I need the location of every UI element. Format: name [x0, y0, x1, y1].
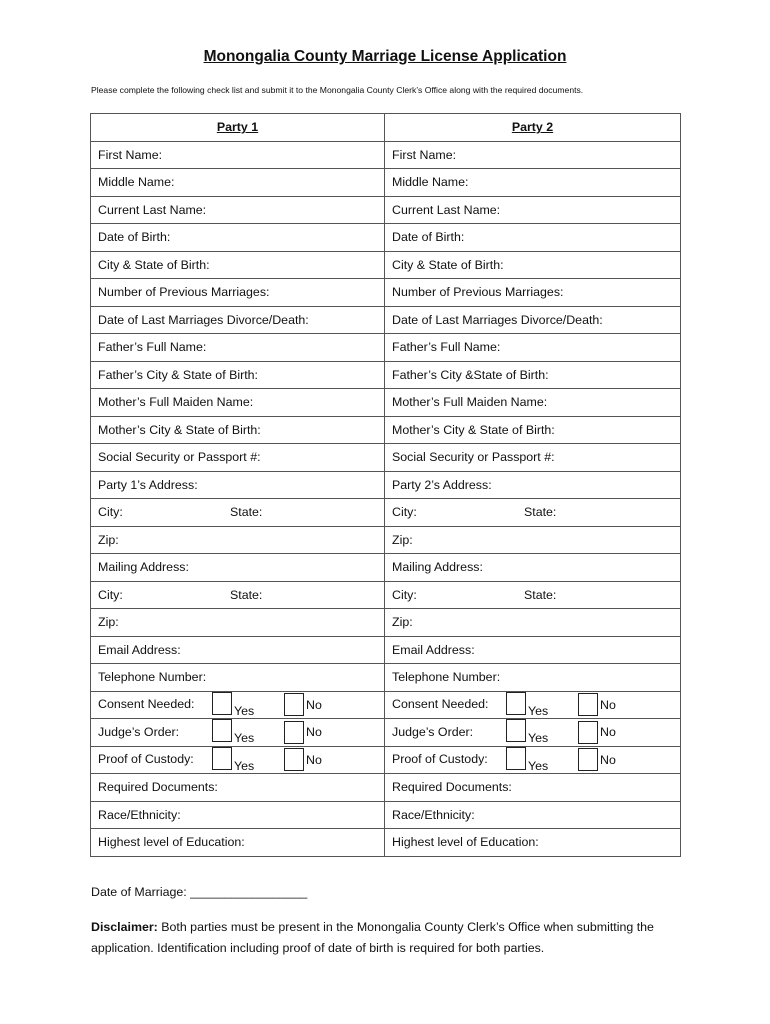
- party1-mother-birthplace-field[interactable]: Mother’s City & State of Birth:: [91, 416, 385, 444]
- party1-state-label: State:: [230, 505, 263, 520]
- party1-consent-no-checkbox[interactable]: [284, 693, 304, 716]
- party2-father-birthplace-field[interactable]: Father’s City &State of Birth:: [385, 361, 681, 389]
- party2-consent-label: Consent Needed:: [392, 697, 489, 712]
- party2-city-state-field[interactable]: [385, 499, 681, 527]
- party2-mailing-city-state-field[interactable]: [385, 581, 681, 609]
- party1-education-field[interactable]: Highest level of Education:: [91, 829, 385, 857]
- party2-middle-name-field[interactable]: Middle Name:: [385, 169, 681, 197]
- party1-last-name-field[interactable]: Current Last Name:: [91, 196, 385, 224]
- party1-ssn-field[interactable]: Social Security or Passport #:: [91, 444, 385, 472]
- no-label: No: [600, 697, 616, 712]
- party1-mother-maiden-name-field[interactable]: Mother’s Full Maiden Name:: [91, 389, 385, 417]
- party1-consent-row: [91, 691, 385, 719]
- party1-race-ethnicity-field[interactable]: Race/Ethnicity:: [91, 801, 385, 829]
- party2-custody-label: Proof of Custody:: [392, 752, 488, 767]
- party1-last-marriage-end-field[interactable]: Date of Last Marriages Divorce/Death:: [91, 306, 385, 334]
- instructions-text: Please complete the following check list and submit it to the Monongalia County Clerk’s Office along with the required documents.: [91, 85, 584, 95]
- party2-previous-marriages-field[interactable]: Number of Previous Marriages:: [385, 279, 681, 307]
- party2-dob-field[interactable]: Date of Birth:: [385, 224, 681, 252]
- party2-mailing-address-field[interactable]: Mailing Address:: [385, 554, 681, 582]
- disclaimer-text: Both parties must be present in the Monongalia County Clerk’s Office when submitting the application. Identification including proof of date of birth is required for both parties.: [91, 920, 654, 955]
- no-label: No: [306, 725, 322, 740]
- party2-education-field[interactable]: Highest level of Education:: [385, 829, 681, 857]
- no-label: No: [600, 752, 616, 767]
- party1-telephone-field[interactable]: Telephone Number:: [91, 664, 385, 692]
- party2-city-label: City:: [392, 505, 417, 520]
- party2-judges-order-row: [385, 719, 681, 747]
- party1-custody-yes-checkbox[interactable]: [212, 747, 232, 770]
- party1-mailing-zip-field[interactable]: Zip:: [91, 609, 385, 637]
- party2-consent-no-checkbox[interactable]: [578, 693, 598, 716]
- party2-state-label: State:: [524, 505, 557, 520]
- party1-city-state-field[interactable]: [91, 499, 385, 527]
- party1-email-field[interactable]: Email Address:: [91, 636, 385, 664]
- party1-custody-row: [91, 746, 385, 774]
- party2-father-name-field[interactable]: Father’s Full Name:: [385, 334, 681, 362]
- party1-consent-yes-checkbox[interactable]: [212, 692, 232, 715]
- party2-mother-birthplace-field[interactable]: Mother’s City & State of Birth:: [385, 416, 681, 444]
- date-of-marriage-field[interactable]: Date of Marriage: _________________: [91, 885, 308, 899]
- party2-custody-no-checkbox[interactable]: [578, 748, 598, 771]
- disclaimer-label: Disclaimer:: [91, 920, 158, 934]
- party1-consent-label: Consent Needed:: [98, 697, 195, 712]
- party2-zip-field[interactable]: Zip:: [385, 526, 681, 554]
- party2-telephone-field[interactable]: Telephone Number:: [385, 664, 681, 692]
- application-form-table: [90, 113, 681, 857]
- party1-address-field[interactable]: Party 1’s Address:: [91, 471, 385, 499]
- yes-label: Yes: [528, 731, 549, 746]
- party2-judges-order-no-checkbox[interactable]: [578, 721, 598, 744]
- party1-previous-marriages-field[interactable]: Number of Previous Marriages:: [91, 279, 385, 307]
- party2-mailing-state-label: State:: [524, 587, 557, 602]
- party2-ssn-field[interactable]: Social Security or Passport #:: [385, 444, 681, 472]
- party1-city-label: City:: [98, 505, 123, 520]
- no-label: No: [306, 697, 322, 712]
- party2-custody-row: [385, 746, 681, 774]
- party2-required-documents-field[interactable]: Required Documents:: [385, 774, 681, 802]
- party2-judges-order-yes-checkbox[interactable]: [506, 719, 526, 742]
- no-label: No: [306, 752, 322, 767]
- party2-address-field[interactable]: Party 2’s Address:: [385, 471, 681, 499]
- party1-father-name-field[interactable]: Father’s Full Name:: [91, 334, 385, 362]
- party2-last-marriage-end-field[interactable]: Date of Last Marriages Divorce/Death:: [385, 306, 681, 334]
- party2-first-name-field[interactable]: First Name:: [385, 141, 681, 169]
- party1-judges-order-row: [91, 719, 385, 747]
- party1-mailing-city-label: City:: [98, 587, 123, 602]
- yes-label: Yes: [234, 758, 255, 773]
- no-label: No: [600, 725, 616, 740]
- party1-custody-no-checkbox[interactable]: [284, 748, 304, 771]
- party1-judges-order-no-checkbox[interactable]: [284, 721, 304, 744]
- party2-judges-order-label: Judge’s Order:: [392, 724, 474, 739]
- party2-mailing-city-label: City:: [392, 587, 417, 602]
- yes-label: Yes: [234, 703, 255, 718]
- party1-birthplace-field[interactable]: City & State of Birth:: [91, 251, 385, 279]
- party1-judges-order-yes-checkbox[interactable]: [212, 719, 232, 742]
- party2-mother-maiden-name-field[interactable]: Mother’s Full Maiden Name:: [385, 389, 681, 417]
- party2-consent-row: [385, 691, 681, 719]
- party2-email-field[interactable]: Email Address:: [385, 636, 681, 664]
- party1-mailing-state-label: State:: [230, 587, 263, 602]
- yes-label: Yes: [234, 731, 255, 746]
- party2-mailing-zip-field[interactable]: Zip:: [385, 609, 681, 637]
- party1-father-birthplace-field[interactable]: Father’s City & State of Birth:: [91, 361, 385, 389]
- disclaimer: [91, 917, 691, 959]
- yes-label: Yes: [528, 758, 549, 773]
- party1-judges-order-label: Judge’s Order:: [98, 724, 180, 739]
- party2-race-ethnicity-field[interactable]: Race/Ethnicity:: [385, 801, 681, 829]
- party1-mailing-city-state-field[interactable]: [91, 581, 385, 609]
- party2-custody-yes-checkbox[interactable]: [506, 747, 526, 770]
- party1-mailing-address-field[interactable]: Mailing Address:: [91, 554, 385, 582]
- party2-consent-yes-checkbox[interactable]: [506, 692, 526, 715]
- party1-first-name-field[interactable]: First Name:: [91, 141, 385, 169]
- party2-last-name-field[interactable]: Current Last Name:: [385, 196, 681, 224]
- party1-header: Party 1: [91, 114, 385, 142]
- party1-required-documents-field[interactable]: Required Documents:: [91, 774, 385, 802]
- party1-dob-field[interactable]: Date of Birth:: [91, 224, 385, 252]
- party1-zip-field[interactable]: Zip:: [91, 526, 385, 554]
- yes-label: Yes: [528, 703, 549, 718]
- page-title: Monongalia County Marriage License Application: [203, 48, 567, 65]
- party1-custody-label: Proof of Custody:: [98, 752, 194, 767]
- party2-header: Party 2: [385, 114, 681, 142]
- party2-birthplace-field[interactable]: City & State of Birth:: [385, 251, 681, 279]
- party1-middle-name-field[interactable]: Middle Name:: [91, 169, 385, 197]
